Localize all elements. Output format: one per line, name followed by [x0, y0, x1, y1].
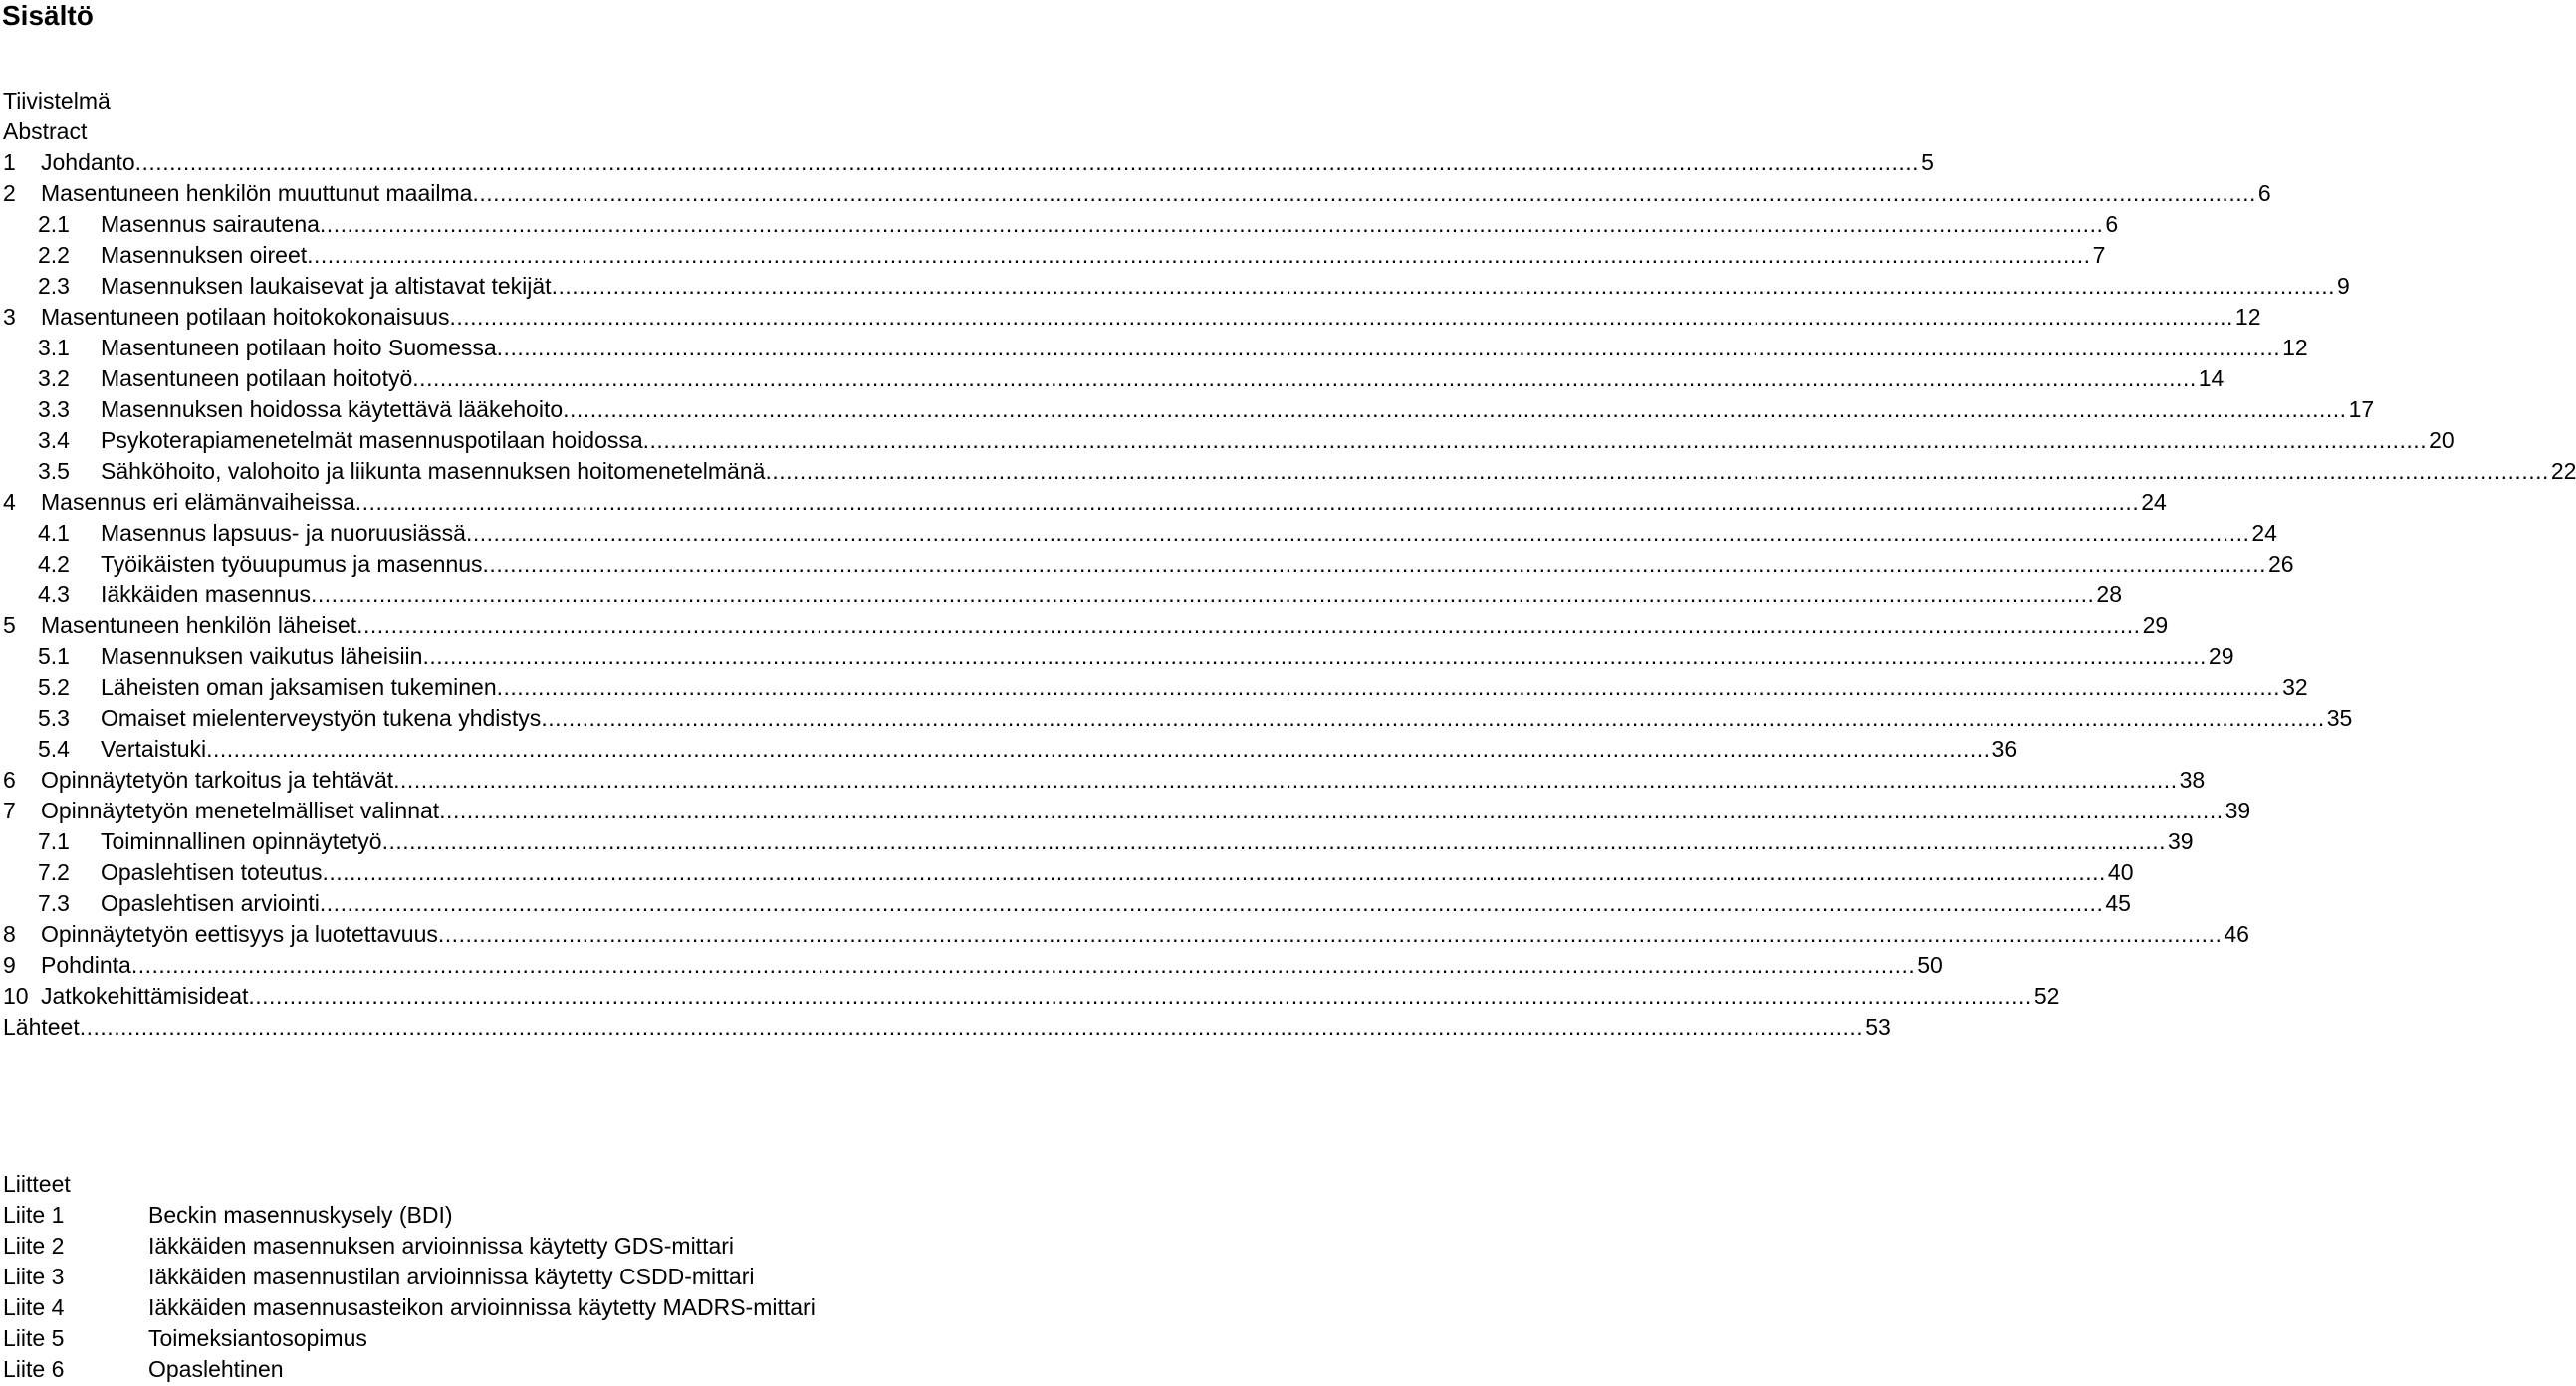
toc-entry[interactable] — [3, 178, 2271, 209]
toc-entry-number: 4.3 — [38, 581, 70, 607]
toc-entry-number: 3.1 — [38, 335, 70, 360]
toc-leader-dots: .................................................................................................................................................................................................................................................................... — [319, 890, 2104, 916]
toc-leader-dots: .................................................................................................................................................................................................................................................................... — [496, 335, 2281, 360]
toc-entry[interactable] — [3, 333, 2308, 363]
toc-entry-page: 39 — [2166, 826, 2194, 857]
toc-entry-page: 12 — [2280, 333, 2308, 363]
toc-entry-page: 36 — [1991, 734, 2018, 765]
toc-entry-number: 5 — [3, 612, 16, 638]
toc-leader-dots: .................................................................................................................................................................................................................................................................... — [319, 211, 2104, 237]
toc-entry[interactable] — [3, 888, 2131, 919]
toc-entry-page: 46 — [2222, 919, 2249, 950]
toc-leader-dots: .................................................................................................................................................................................................................................................................... — [496, 674, 2281, 700]
toc-entry-label: Opinnäytetyön tarkoitus ja tehtävät — [41, 765, 393, 796]
toc-entry[interactable] — [3, 425, 2455, 456]
toc-entry-page: 26 — [2266, 549, 2294, 579]
toc-entry-page: 14 — [2197, 363, 2225, 394]
toc-entry-page: 32 — [2280, 672, 2308, 703]
attachment-number: Liite 1 — [3, 1202, 65, 1228]
toc-leader-dots: .................................................................................................................................................................................................................................................................... — [551, 273, 2336, 299]
toc-entry-label: Lähteet — [3, 1012, 80, 1042]
toc-entry-page: 35 — [2325, 703, 2353, 734]
toc-entry-label: Masentuneen henkilön läheiset — [41, 610, 356, 641]
toc-leader-dots: .................................................................................................................................................................................................................................................................... — [356, 612, 2141, 638]
toc-entry-number: 5.1 — [38, 643, 70, 669]
toc-leader-dots: .................................................................................................................................................................................................................................................................... — [206, 736, 1991, 762]
toc-entry-number: 8 — [3, 921, 16, 947]
toc-entry[interactable] — [3, 579, 2122, 610]
toc-entry-label: Opaslehtisen arviointi — [101, 888, 320, 919]
toc-entry[interactable] — [3, 641, 2234, 672]
toc-entry-page: 6 — [2103, 209, 2118, 240]
toc-entry-page: 45 — [2103, 888, 2131, 919]
toc-leader-dots: .................................................................................................................................................................................................................................................................... — [381, 828, 2167, 854]
attachment-number: Liite 6 — [3, 1356, 65, 1382]
attachment-number: Liite 2 — [3, 1233, 65, 1259]
toc-entry-label: Toiminnallinen opinnäytetyö — [101, 826, 382, 857]
toc-entry-label: Masennus lapsuus- ja nuoruusiässä — [101, 518, 466, 549]
toc-entry-number: 1 — [3, 149, 16, 175]
toc-entry-label: Opinnäytetyön menetelmälliset valinnat — [41, 796, 439, 826]
toc-entry-label: Masennuksen hoidossa käytettävä lääkehoito — [101, 394, 563, 425]
toc-entry-label: Työikäisten työuupumus ja masennus — [101, 549, 483, 579]
toc-entry-number: 5.4 — [38, 736, 70, 762]
toc-entry[interactable] — [3, 672, 2308, 703]
toc-entry-label: Pohdinta — [41, 950, 131, 981]
toc-entry-page: 50 — [1915, 950, 1943, 981]
toc-entry-number: 2 — [3, 180, 16, 206]
toc-leader-dots: .................................................................................................................................................................................................................................................................... — [472, 180, 2256, 206]
toc-leader-dots: .................................................................................................................................................................................................................................................................... — [307, 242, 2091, 268]
attachment-number: Liite 5 — [3, 1325, 65, 1351]
toc-entry-label: Läheisten oman jaksamisen tukeminen — [101, 672, 497, 703]
toc-entry[interactable] — [3, 518, 2277, 549]
toc-entry[interactable] — [3, 796, 2251, 826]
toc-entry-label: Iäkkäiden masennus — [101, 579, 311, 610]
toc-leader-dots: .................................................................................................................................................................................................................................................................... — [79, 1014, 1864, 1040]
toc-leader-dots: .................................................................................................................................................................................................................................................................... — [412, 365, 2197, 391]
toc-entry[interactable] — [3, 456, 2576, 487]
attachment-description: Iäkkäiden masennuksen arvioinnissa käytetty GDS-mittari — [148, 1233, 735, 1259]
toc-entry-number: 6 — [3, 767, 16, 793]
toc-entry-label: Sähköhoito, valohoito ja liikunta masennuksen hoitomenetelmänä — [101, 456, 765, 487]
toc-entry[interactable] — [3, 363, 2225, 394]
attachment-number: Liite 3 — [3, 1264, 65, 1289]
toc-leader-dots: .................................................................................................................................................................................................................................................................... — [422, 643, 2207, 669]
toc-entry-page: 29 — [2141, 610, 2169, 641]
toc-entry-number: 2.3 — [38, 273, 70, 299]
toc-entry[interactable] — [3, 147, 1934, 178]
toc-entry-label: Johdanto — [41, 147, 135, 178]
toc-leader-dots: .................................................................................................................................................................................................................................................................... — [439, 798, 2224, 823]
toc-leader-dots: .................................................................................................................................................................................................................................................................... — [134, 149, 1920, 175]
attachment-number: Liite 4 — [3, 1294, 65, 1320]
toc-entry[interactable] — [3, 1012, 1891, 1042]
toc-entry-number: 3 — [3, 304, 16, 330]
toc-entry[interactable] — [3, 487, 2167, 518]
toc-item-abstract: Abstract — [3, 118, 88, 144]
toc-entry[interactable] — [3, 826, 2194, 857]
toc-entry-page: 40 — [2106, 857, 2134, 888]
toc-entry-page: 24 — [2139, 487, 2167, 518]
toc-entry-label: Omaiset mielenterveystyön tukena yhdistys — [101, 703, 541, 734]
toc-entry-number: 7 — [3, 798, 16, 823]
toc-entry-page: 28 — [2094, 579, 2122, 610]
toc-entry-number: 5.3 — [38, 705, 70, 731]
toc-entry-page: 24 — [2249, 518, 2277, 549]
toc-entry-number: 7.1 — [38, 828, 70, 854]
toc-entry[interactable] — [3, 394, 2375, 425]
toc-leader-dots: .................................................................................................................................................................................................................................................................... — [393, 767, 2178, 793]
toc-leader-dots: .................................................................................................................................................................................................................................................................... — [248, 983, 2032, 1009]
toc-entry-number: 3.4 — [38, 427, 70, 453]
toc-entry-page: 9 — [2335, 271, 2350, 302]
toc-entry-page: 7 — [2091, 240, 2106, 271]
toc-entry-number: 2.1 — [38, 211, 70, 237]
toc-entry[interactable] — [3, 950, 1943, 981]
toc-entry-number: 10 — [3, 983, 29, 1009]
toc-entry-page: 22 — [2549, 456, 2576, 487]
toc-leader-dots: .................................................................................................................................................................................................................................................................... — [130, 952, 1916, 978]
toc-entry-number: 3.5 — [38, 458, 70, 484]
toc-entry[interactable] — [3, 271, 2350, 302]
toc-leader-dots: .................................................................................................................................................................................................................................................................... — [322, 859, 2106, 885]
attachment-description: Iäkkäiden masennusasteikon arvioinnissa käytetty MADRS-mittari — [148, 1294, 816, 1320]
toc-entry-page: 6 — [2256, 178, 2271, 209]
toc-entry[interactable] — [3, 302, 2261, 333]
toc-entry[interactable] — [3, 240, 2106, 271]
toc-entry-number: 3.2 — [38, 365, 70, 391]
toc-leader-dots: .................................................................................................................................................................................................................................................................... — [449, 304, 2233, 330]
toc-entry-label: Masennus sairautena — [101, 209, 320, 240]
toc-entry-page: 20 — [2427, 425, 2455, 456]
toc-entry-number: 4 — [3, 489, 16, 515]
toc-entry[interactable] — [3, 857, 2134, 888]
toc-entry-page: 38 — [2178, 765, 2206, 796]
toc-entry-label: Masennuksen laukaisevat ja altistavat tekijät — [101, 271, 552, 302]
attachment-description: Toimeksiantosopimus — [148, 1325, 367, 1351]
toc-entry[interactable] — [3, 549, 2294, 579]
toc-entry-label: Masentuneen potilaan hoitokokonaisuus — [41, 302, 449, 333]
toc-entry-page: 39 — [2224, 796, 2251, 826]
toc-leader-dots: .................................................................................................................................................................................................................................................................... — [482, 551, 2266, 577]
toc-entry-label: Masennuksen vaikutus läheisiin — [101, 641, 422, 672]
toc-leader-dots: .................................................................................................................................................................................................................................................................... — [310, 581, 2095, 607]
toc-entry-page: 12 — [2233, 302, 2261, 333]
toc-entry-label: Masennus eri elämänvaiheissa — [41, 487, 355, 518]
toc-entry-page: 53 — [1863, 1012, 1891, 1042]
toc-entry-number: 4.1 — [38, 520, 70, 546]
toc-entry-label: Masentuneen potilaan hoito Suomessa — [101, 333, 497, 363]
toc-entry-page: 17 — [2347, 394, 2375, 425]
toc-leader-dots: .................................................................................................................................................................................................................................................................... — [765, 458, 2549, 484]
toc-entry-label: Masentuneen henkilön muuttunut maailma — [41, 178, 472, 209]
page-title: Sisältö — [2, 0, 94, 31]
toc-entry-number: 7.3 — [38, 890, 70, 916]
toc-entry-label: Opaslehtisen toteutus — [101, 857, 322, 888]
toc-leader-dots: .................................................................................................................................................................................................................................................................... — [541, 705, 2325, 731]
toc-entry-label: Psykoterapiamenetelmät masennuspotilaan hoidossa — [101, 425, 643, 456]
toc-entry-label: Masennuksen oireet — [101, 240, 307, 271]
attachment-description: Beckin masennuskysely (BDI) — [148, 1202, 453, 1228]
toc-entry[interactable] — [3, 734, 2018, 765]
toc-entry-number: 2.2 — [38, 242, 70, 268]
toc-entry-number: 3.3 — [38, 396, 70, 422]
toc-leader-dots: .................................................................................................................................................................................................................................................................... — [642, 427, 2428, 453]
toc-item-tiivistelma: Tiivistelmä — [3, 88, 111, 114]
toc-entry-label: Vertaistuki — [101, 734, 206, 765]
toc-leader-dots: .................................................................................................................................................................................................................................................................... — [465, 520, 2250, 546]
toc-entry[interactable] — [3, 919, 2249, 950]
toc-entry-number: 7.2 — [38, 859, 70, 885]
toc-entry-number: 4.2 — [38, 551, 70, 577]
toc-leader-dots: .................................................................................................................................................................................................................................................................... — [563, 396, 2347, 422]
toc-leader-dots: .................................................................................................................................................................................................................................................................... — [437, 921, 2223, 947]
toc-entry-number: 5.2 — [38, 674, 70, 700]
attachment-description: Opaslehtinen — [148, 1356, 284, 1382]
toc-entry[interactable] — [3, 765, 2206, 796]
attachments-heading: Liitteet — [3, 1171, 71, 1197]
toc-leader-dots: .................................................................................................................................................................................................................................................................... — [354, 489, 2140, 515]
toc-entry[interactable] — [3, 703, 2353, 734]
toc-entry[interactable] — [3, 981, 2060, 1012]
toc-entry[interactable] — [3, 610, 2169, 641]
toc-entry-page: 29 — [2207, 641, 2234, 672]
toc-entry-label: Jatkokehittämisideat — [41, 981, 248, 1012]
toc-entry-page: 52 — [2032, 981, 2060, 1012]
toc-entry-label: Opinnäytetyön eettisyys ja luotettavuus — [41, 919, 438, 950]
toc-entry-page: 5 — [1919, 147, 1934, 178]
toc-entry-label: Masentuneen potilaan hoitotyö — [101, 363, 412, 394]
toc-entry[interactable] — [3, 209, 2119, 240]
attachment-description: Iäkkäiden masennustilan arvioinnissa käytetty CSDD-mittari — [148, 1264, 755, 1289]
toc-entry-number: 9 — [3, 952, 16, 978]
